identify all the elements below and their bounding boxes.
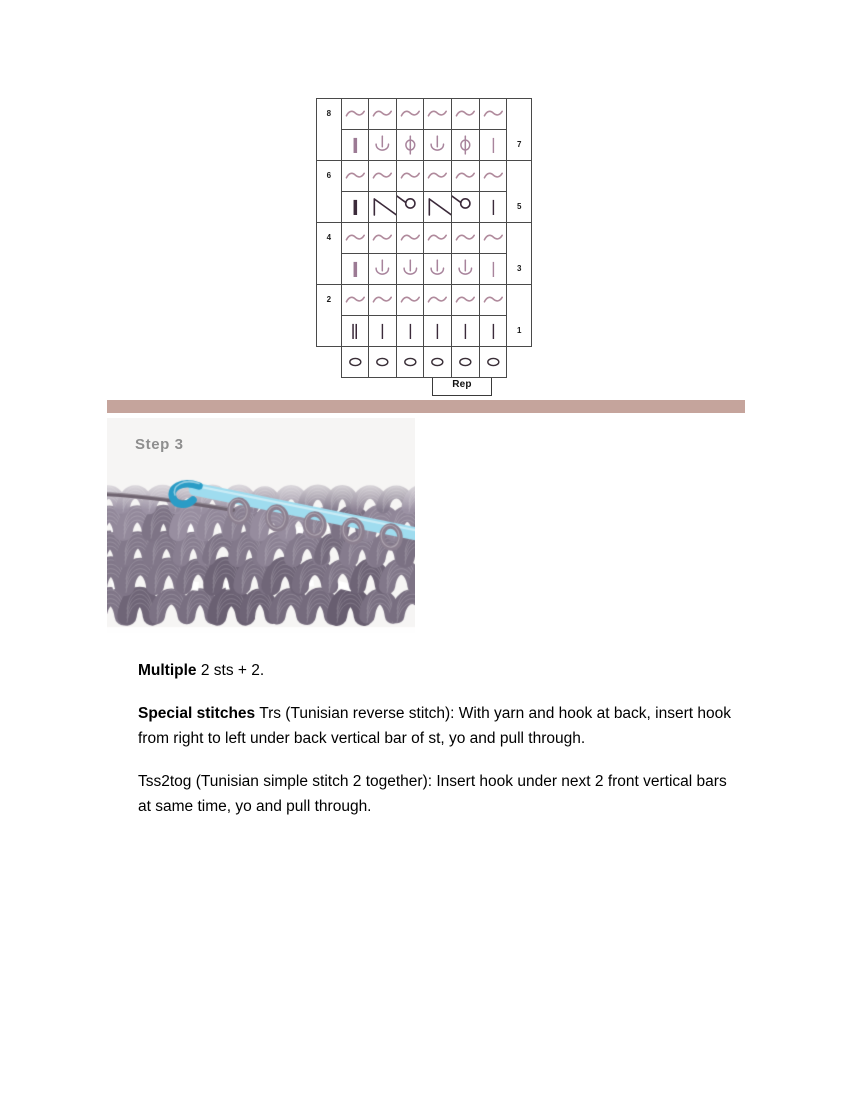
chart-row xyxy=(317,347,532,378)
chart-cell-tunisian-return-pass-symbol xyxy=(424,161,452,192)
chart-cell-undefined xyxy=(396,316,424,347)
repeat-label: Rep xyxy=(452,379,472,390)
chart-cell-chain-stitch-symbol xyxy=(396,347,424,378)
chart-cell-tunisian-return-pass-symbol xyxy=(479,223,507,254)
chart-cell-tunisian-simple-stitch-symbol xyxy=(369,130,397,161)
chart-cell-tunisian-return-pass-symbol xyxy=(452,285,480,316)
chart-cell-undefined xyxy=(341,254,369,285)
chart-cell-undefined xyxy=(369,316,397,347)
repeat-bracket xyxy=(432,378,492,396)
chart-cell-undefined xyxy=(479,254,507,285)
stitch-chart xyxy=(316,98,532,390)
chart-cell-tunisian-simple-stitch-2-together-symbol xyxy=(396,192,424,223)
chart-cell-tunisian-return-pass-symbol xyxy=(424,99,452,130)
chart-cell-tunisian-return-pass-symbol xyxy=(424,223,452,254)
row-number-left: 8 xyxy=(317,99,342,130)
chart-row xyxy=(317,285,532,316)
chart-cell-chain-stitch-symbol xyxy=(479,347,507,378)
decorative-rose-banner xyxy=(107,400,745,413)
step-photo xyxy=(107,418,415,633)
tss2tog-body: Tss2tog (Tunisian simple stitch 2 together): Insert hook under next 2 front vertical bars at same time, yo and pull through. xyxy=(138,773,727,815)
chart-cell-tunisian-return-pass-symbol xyxy=(396,285,424,316)
row-number-left: 4 xyxy=(317,223,342,254)
chart-cell-chain-stitch-symbol xyxy=(369,347,397,378)
chart-cell-undefined xyxy=(479,130,507,161)
chart-cell-tunisian-return-pass-symbol xyxy=(341,161,369,192)
chart-cell-tunisian-return-pass-symbol xyxy=(479,285,507,316)
row-label-spacer-right xyxy=(507,161,532,192)
chart-row xyxy=(317,161,532,192)
row-label-spacer-left xyxy=(317,192,342,223)
chart-cell-undefined xyxy=(424,316,452,347)
chart-cell-tunisian-return-pass-symbol xyxy=(479,161,507,192)
chart-cell-tunisian-return-pass-symbol xyxy=(369,99,397,130)
chart-cell-tunisian-return-pass-symbol xyxy=(341,223,369,254)
chart-cell-tunisian-return-pass-symbol xyxy=(341,99,369,130)
chart-cell-tunisian-simple-stitch-symbol xyxy=(452,254,480,285)
multiple-heading: Multiple xyxy=(138,662,197,679)
chart-cell-tunisian-simple-stitch-symbol xyxy=(369,254,397,285)
chart-cell-tunisian-simple-stitch-2-together-symbol xyxy=(452,192,480,223)
chart-cell-tunisian-return-pass-symbol xyxy=(479,99,507,130)
step-label: Step 3 xyxy=(135,436,184,453)
chart-cell-tunisian-return-pass-symbol xyxy=(452,223,480,254)
row-number-left: 6 xyxy=(317,161,342,192)
special-stitches-paragraph xyxy=(138,701,742,751)
chart-cell-tunisian-return-pass-symbol xyxy=(369,161,397,192)
chart-cell-tunisian-simple-stitch-symbol xyxy=(424,130,452,161)
row-number-left: 2 xyxy=(317,285,342,316)
chart-row xyxy=(317,192,532,223)
chart-cell-tunisian-return-pass-symbol xyxy=(369,285,397,316)
row-label-spacer-right xyxy=(507,347,532,378)
chart-cell-undefined xyxy=(479,316,507,347)
pattern-notes xyxy=(138,658,742,837)
chart-row xyxy=(317,223,532,254)
row-label-spacer-left xyxy=(317,130,342,161)
row-label-spacer-left xyxy=(317,347,342,378)
chart-row xyxy=(317,316,532,347)
chart-cell-undefined xyxy=(341,130,369,161)
chart-cell-tunisian-reverse-stitch-symbol xyxy=(396,130,424,161)
chart-cell-tunisian-return-pass-symbol xyxy=(396,161,424,192)
chart-cell-tunisian-return-pass-symbol xyxy=(452,161,480,192)
multiple-paragraph xyxy=(138,658,742,683)
chart-cell-chain-stitch-symbol xyxy=(452,347,480,378)
row-label-spacer-left xyxy=(317,316,342,347)
row-label-spacer-right xyxy=(507,99,532,130)
chart-cell-tunisian-return-pass-symbol xyxy=(369,223,397,254)
chart-cell-tunisian-simple-stitch-2-together-symbol xyxy=(369,192,397,223)
multiple-body: 2 sts + 2. xyxy=(196,662,265,679)
stitch-chart-grid xyxy=(316,98,532,378)
row-label-spacer-right xyxy=(507,223,532,254)
chart-cell-tunisian-simple-stitch-symbol xyxy=(424,254,452,285)
chart-cell-chain-stitch-symbol xyxy=(341,347,369,378)
chart-cell-undefined xyxy=(479,192,507,223)
chart-cell-tunisian-return-pass-symbol xyxy=(396,99,424,130)
chart-cell-undefined xyxy=(341,192,369,223)
chart-cell-undefined xyxy=(341,316,369,347)
row-number-right: 5 xyxy=(507,192,532,223)
row-label-spacer-left xyxy=(317,254,342,285)
chart-cell-tunisian-simple-stitch-2-together-symbol xyxy=(424,192,452,223)
row-label-spacer-right xyxy=(507,285,532,316)
special-stitches-body: Trs (Tunisian reverse stitch): With yarn and hook at back, insert hook from right to left under back vertical bar of st, yo and pull through. xyxy=(138,705,731,747)
row-number-right: 7 xyxy=(507,130,532,161)
tss2tog-paragraph xyxy=(138,769,742,819)
chart-cell-tunisian-return-pass-symbol xyxy=(452,99,480,130)
chart-cell-undefined xyxy=(452,316,480,347)
row-number-right: 3 xyxy=(507,254,532,285)
row-number-right: 1 xyxy=(507,316,532,347)
chart-cell-chain-stitch-symbol xyxy=(424,347,452,378)
chart-cell-tunisian-return-pass-symbol xyxy=(424,285,452,316)
special-stitches-heading: Special stitches xyxy=(138,705,256,722)
chart-cell-tunisian-return-pass-symbol xyxy=(396,223,424,254)
chart-row xyxy=(317,99,532,130)
chart-cell-tunisian-return-pass-symbol xyxy=(341,285,369,316)
chart-cell-tunisian-simple-stitch-symbol xyxy=(396,254,424,285)
chart-row xyxy=(317,254,532,285)
chart-cell-tunisian-reverse-stitch-symbol xyxy=(452,130,480,161)
chart-row xyxy=(317,130,532,161)
